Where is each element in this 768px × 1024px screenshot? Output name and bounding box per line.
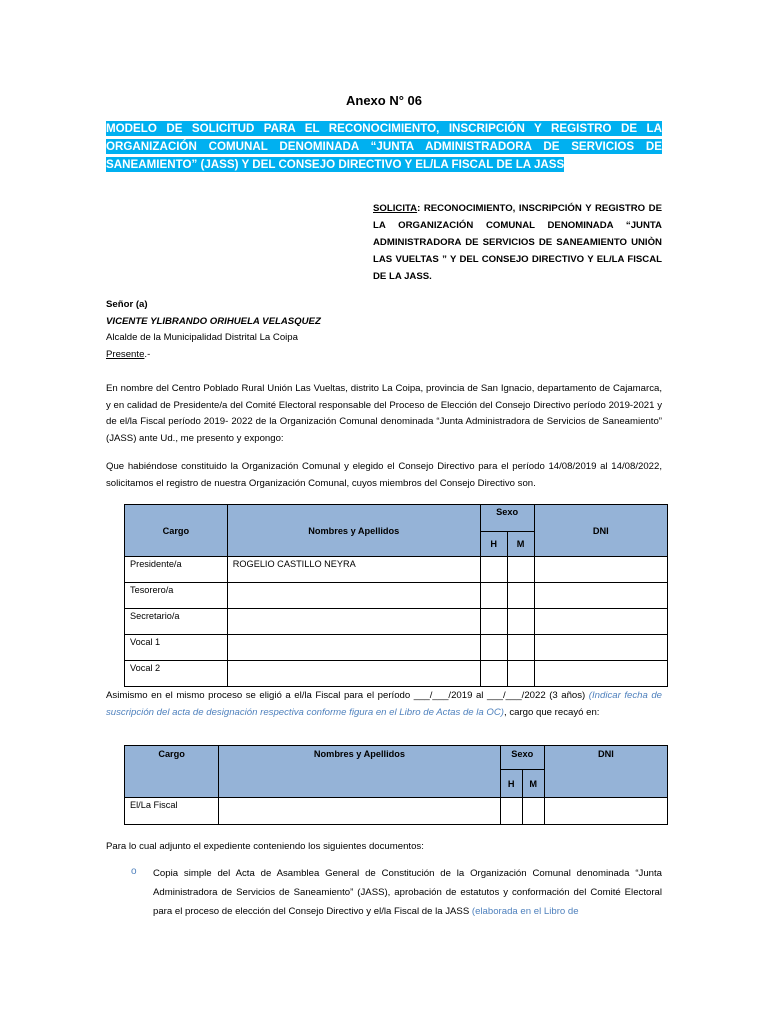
m-cell <box>522 798 544 825</box>
fiscal-note: (Indicar fecha de suscripción del acta de designación respectiva conforme figura en el Libro de Actas de la OC) <box>106 690 662 718</box>
solicita-label: SOLICITA <box>373 203 418 214</box>
header-h: H <box>500 770 522 798</box>
presente-word: Presente <box>106 348 145 360</box>
nombre-cell <box>227 635 480 661</box>
h-cell <box>480 661 507 687</box>
m-cell <box>507 583 534 609</box>
h-cell <box>480 583 507 609</box>
header-h: H <box>480 532 507 557</box>
dni-cell <box>534 635 667 661</box>
header-nombres: Nombres y Apellidos <box>227 505 480 557</box>
nombre-cell <box>219 798 501 825</box>
m-cell <box>507 557 534 583</box>
bullet-note: (elaborada en el Libro de <box>471 906 579 917</box>
dni-cell <box>534 557 667 583</box>
header-sexo: Sexo <box>480 505 534 532</box>
m-cell <box>507 609 534 635</box>
paragraph-request: Que habiéndose constituido la Organización Comunal y elegido el Consejo Directivo para el período 14/08/2019 al 14/08/2022, solicitamos el registro de nuestra Organización Comunal, cuyos miembros del Consejo Directivo son. <box>106 461 662 489</box>
header-cargo: Cargo <box>125 505 228 557</box>
h-cell <box>480 635 507 661</box>
h-cell <box>480 609 507 635</box>
table-row <box>125 661 668 687</box>
header-sexo: Sexo <box>500 746 544 770</box>
nombre-cell <box>227 609 480 635</box>
bullet-circle-icon: o <box>131 866 137 877</box>
h-cell <box>500 798 522 825</box>
presente-tail: .- <box>144 348 151 360</box>
fiscal-text-a: Asimismo en el mismo proceso se eligió a el/la Fiscal para el período ___/___/2019 al ___/___/2022 (3 años) <box>106 690 589 701</box>
nombre-cell: ROGELIO CASTILLO NEYRA <box>227 557 480 583</box>
nombre-cell <box>227 661 480 687</box>
header-m: M <box>507 532 534 557</box>
m-cell <box>507 661 534 687</box>
bullet-text: Copia simple del Acta de Asamblea General de Constitución de la Organización Comunal denominada “Junta Administradora de Servicios de Saneamiento” (JASS), aprobación de estatutos y conformación del Comité Electoral para el proceso de elección del Consejo Directivo y el/la Fiscal de la JASS <box>153 868 662 917</box>
cargo-cell: El/La Fiscal <box>125 798 219 825</box>
table-row <box>125 798 668 825</box>
cargo-cell: Vocal 2 <box>125 661 228 687</box>
paragraph-fiscal <box>106 688 662 721</box>
cargo-cell: Tesorero/a <box>125 583 228 609</box>
recipient-role: Alcalde de la Municipalidad Distrital La Coipa <box>106 332 298 343</box>
table-row <box>125 583 668 609</box>
paragraph-attachments: Para lo cual adjunto el expediente conteniendo los siguientes documentos: <box>106 841 424 852</box>
cargo-cell: Secretario/a <box>125 609 228 635</box>
dni-cell <box>534 661 667 687</box>
header-m: M <box>522 770 544 798</box>
h-cell <box>480 557 507 583</box>
solicita-text: : RECONOCIMIENTO, INSCRIPCIÓN Y REGISTRO DE LA ORGANIZACIÓN COMUNAL DENOMINADA “JUNTA ADMINISTRADORA DE SERVICIOS DE SANEAMIENTO UNIÒN LAS VUELTAS ” Y DEL CONSEJO DIRECTIVO Y EL/LA FISCAL DE LA JASS. <box>373 203 662 282</box>
heading-text: MODELO DE SOLICITUD PARA EL RECONOCIMIENTO, INSCRIPCIÓN Y REGISTRO DE LA ORGANIZACIÓN COMUNAL DENOMINADA “JUNTA ADMINISTRADORA DE SERVICIOS DE SANEAMIENTO” (JASS) Y DEL CONSEJO DIRECTIVO Y EL/LA FISCAL DE LA JASS <box>106 122 662 171</box>
address-block <box>106 297 321 363</box>
table-row <box>125 609 668 635</box>
m-cell <box>507 635 534 661</box>
bullet-item-1 <box>153 864 662 921</box>
table-row <box>125 635 668 661</box>
dni-cell <box>534 609 667 635</box>
header-cargo: Cargo <box>125 746 219 798</box>
fiscal-text-b: , cargo que recayó en: <box>504 706 600 718</box>
document-title: Anexo N° 06 <box>345 93 422 108</box>
cargo-cell: Vocal 1 <box>125 635 228 661</box>
solicita-block <box>373 200 662 285</box>
recipient-name: VICENTE YLIBRANDO ORIHUELA VELASQUEZ <box>106 315 321 327</box>
document-heading <box>106 120 662 174</box>
header-nombres: Nombres y Apellidos <box>219 746 501 798</box>
nombre-cell <box>227 583 480 609</box>
header-dni: DNI <box>534 505 667 557</box>
salutation: Señor (a) <box>106 299 148 310</box>
dni-cell <box>534 583 667 609</box>
cargo-cell: Presidente/a <box>125 557 228 583</box>
fiscal-table <box>124 745 668 825</box>
consejo-directivo-table <box>124 504 668 687</box>
header-dni: DNI <box>544 746 667 798</box>
table-row <box>125 557 668 583</box>
dni-cell <box>544 798 667 825</box>
paragraph-intro: En nombre del Centro Poblado Rural Unión Las Vueltas, distrito La Coipa, provincia de San Ignacio, departamento de Cajamarca, y en calidad de Presidente/a del Comité Electoral responsable del Proceso de Elección del Consejo Directivo período 2019-2021 y de el/la Fiscal período 2019- 2022 de la Organización Comunal denominada “Junta Administradora de Servicios de Saneamiento” (JASS) ante Ud., me presento y expongo: <box>106 383 662 444</box>
